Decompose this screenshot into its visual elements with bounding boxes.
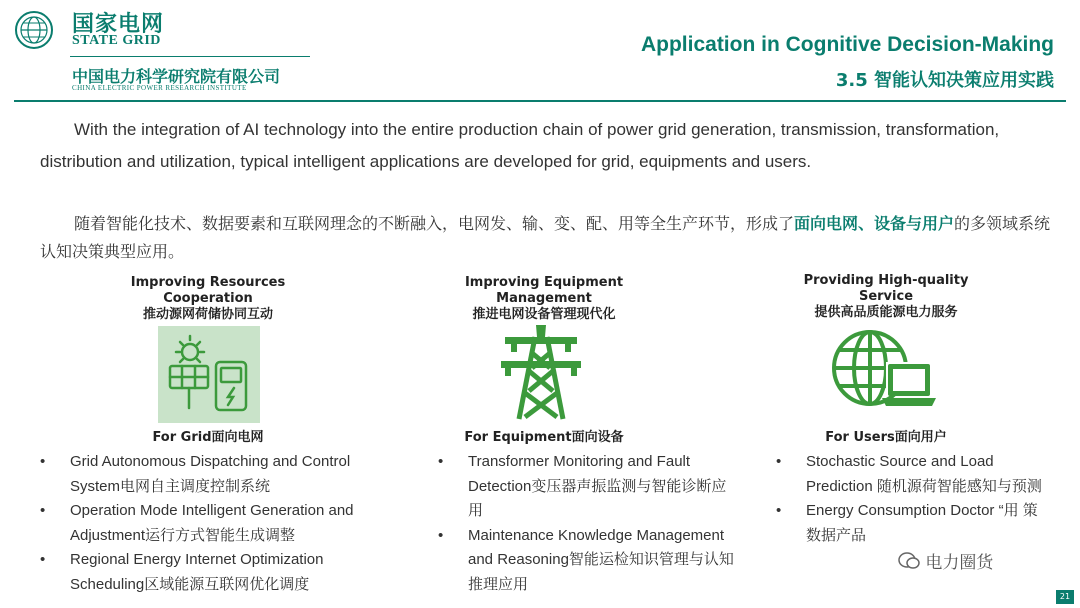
column-heading-users [794, 273, 978, 321]
brand-name-en: STATE GRID [72, 33, 161, 48]
bullet-text: Transformer Monitoring and Fault Detection变压器声振监测与智能诊断应用 [468, 453, 727, 519]
watermark-text: 电力圈货 [925, 553, 994, 573]
column-heading-grid [118, 275, 298, 323]
heading-cn: 推动源网荷储协同互动 [142, 307, 273, 322]
list-item: • Transformer Monitoring and Fault Detection变压器声振监测与智能诊断应用 [438, 453, 727, 519]
intro-cn-highlight: 面向电网、设备与用户 [794, 214, 955, 233]
heading-cn: 推进电网设备管理现代化 [472, 307, 616, 322]
globe-laptop-icon [830, 326, 940, 416]
title-divider [14, 100, 1066, 102]
users-bullet-list [776, 450, 1048, 548]
grid-bullet-list [40, 450, 385, 597]
bullet-text: Grid Autonomous Dispatching and Control System电网自主调度控制系统 [70, 453, 351, 495]
bullet-text: Maintenance Knowledge Management and Reasoning智能运检知识管理与认知推理应用 [468, 526, 734, 593]
list-item: • Energy Consumption Doctor “用 策数据产品 [776, 502, 1038, 544]
column-heading-equipment [450, 275, 638, 323]
intro-paragraph-cn [40, 210, 1055, 266]
brand-name-cn: 国家电网 [72, 12, 165, 37]
heading-cn: 提供高品质能源电力服务 [814, 305, 958, 320]
heading-en: Improving Equipment Management [464, 275, 624, 306]
institute-name-cn: 中国电力科学研究院有限公司 [72, 67, 281, 86]
solar-meter-icon [158, 326, 260, 423]
header-rule [70, 56, 310, 57]
list-item: • Regional Energy Internet Optimization Scheduling区域能源互联网优化调度 [40, 551, 324, 593]
institute-name-en: CHINA ELECTRIC POWER RESEARCH INSTITUTE [72, 84, 247, 92]
list-item: • Grid Autonomous Dispatching and Control System电网自主调度控制系统 [40, 453, 351, 495]
bullet-text: Regional Energy Internet Optimization Scheduling区域能源互联网优化调度 [70, 551, 324, 593]
page-number: 21 [1056, 590, 1074, 604]
bullet-text: Operation Mode Intelligent Generation and Adjustment运行方式智能生成调整 [70, 502, 354, 544]
equipment-bullet-list [438, 450, 738, 597]
heading-en: Improving Resources Cooperation [130, 275, 286, 306]
slide-title-cn: 3.5 智能认知决策应用实践 [835, 70, 1054, 91]
list-item: • Maintenance Knowledge Management and Reasoning智能运检知识管理与认知推理应用 [438, 526, 734, 593]
list-item: • Operation Mode Intelligent Generation and Adjustment运行方式智能生成调整 [40, 502, 354, 544]
column-caption-users: For Users面向用户 [825, 430, 947, 445]
bullet-text: Stochastic Source and Load Prediction 随机源荷智能感知与预测 [806, 453, 1042, 495]
list-item: • Stochastic Source and Load Prediction 随机源荷智能感知与预测 [776, 453, 1042, 495]
intro-cn-text: 随着智能化技术、数据要素和互联网理念的不断融入，电网发、输、变、配、用等全生产环节，形成了 [74, 214, 795, 233]
intro-cn-tail: 的多领域系统认知决策典型应用。 [40, 214, 1051, 261]
state-grid-logo-icon [14, 10, 54, 50]
column-caption-equipment: For Equipment面向设备 [464, 430, 624, 445]
chat-bubble-icon [898, 551, 920, 571]
column-caption-grid: For Grid面向电网 [152, 430, 264, 445]
slide-title-en: Application in Cognitive Decision-Making [640, 33, 1054, 56]
heading-en: Providing High-quality Service [803, 273, 969, 304]
intro-paragraph-en: With the integration of AI technology into the entire production chain of power grid generation, transmission, transformation, distribution and utilization, typical intelligent applications are developed for grid, equipments and users. [40, 120, 1000, 171]
watermark [898, 548, 993, 573]
bullet-text: Energy Consumption Doctor “用 策数据产品 [806, 502, 1038, 544]
transmission-tower-icon [499, 323, 583, 421]
